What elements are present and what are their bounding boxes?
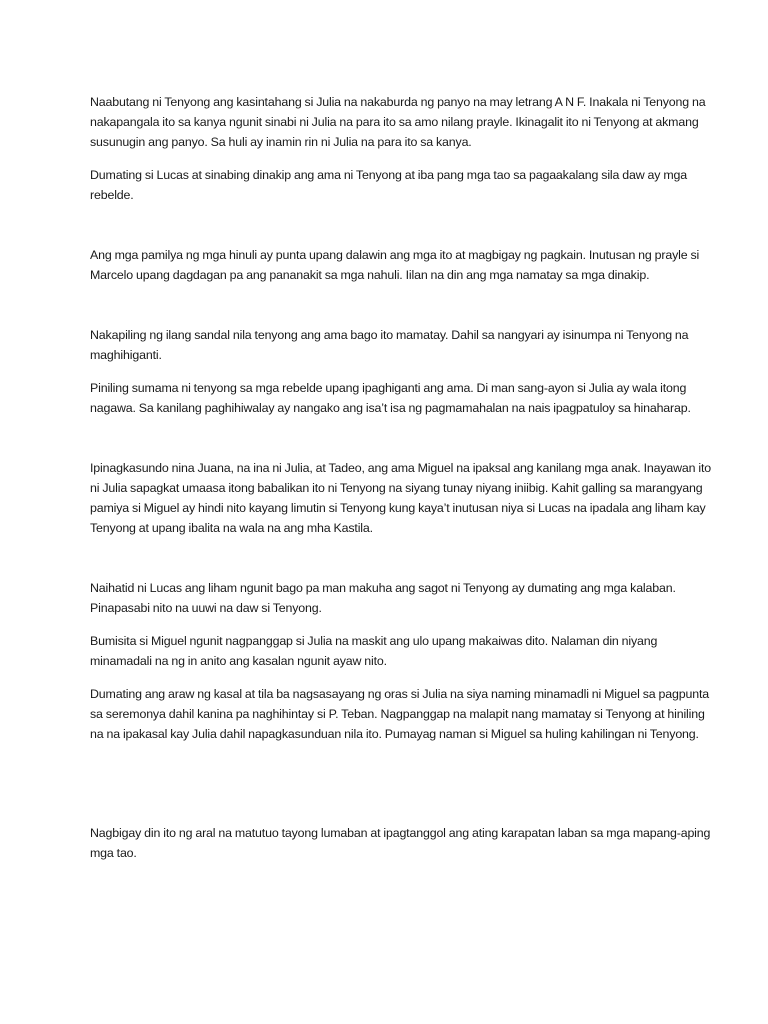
paragraph-2: Dumating si Lucas at sinabing dinakip ang ama ni Tenyong at iba pang mga tao sa pagaakalang sila daw ay mga rebelde. (90, 168, 687, 202)
paragraph-6: Ipinagkasundo nina Juana, na ina ni Julia, at Tadeo, ang ama Miguel na ipaksal ang kanilang mga anak. Inayawan ito ni Julia sapagkat umaasa itong babalikan ito ni Tenyong na siyang tunay niyang iniibig. Kahit galling sa marangyang pamiya si Miguel ay hindi nito kayang limutin si Tenyong kung kaya’t inutusan niya si Lucas na ipadala ang liham kay Tenyong at upang ibalita na wala na ang mha Kastila. (90, 461, 712, 535)
spacer (90, 298, 712, 325)
paragraph-7: Naihatid ni Lucas ang liham ngunit bago pa man makuha ang sagot ni Tenyong ay dumating ang mga kalaban. Pinapasabi nito na uuwi na daw si Tenyong. (90, 581, 676, 615)
spacer (90, 218, 712, 245)
paragraph-8: Bumisita si Miguel ngunit nagpanggap si Julia na maskit ang ulo upang makaiwas dito. Nalaman din niyang minamadali na ng in anito ang kasalan ngunit ayaw nito. (90, 634, 658, 668)
paragraph-9: Dumating ang araw ng kasal at tila ba nagsasayang ng oras si Julia na siya naming minamadli ni Miguel sa pagpunta sa seremonya dahil kanina pa naghihintay si P. Teban. Nagpanggap na malapit nang mamatay si Tenyong at hiniling na na ipakasal kay Julia dahil napagkasunduan nila ito. Pumayag naman si Miguel sa huling kahilingan ni Tenyong. (90, 687, 709, 741)
spacer (90, 757, 712, 823)
paragraph-5: Piniling sumama ni tenyong sa mga rebelde upang ipaghiganti ang ama. Di man sang-ayon si Julia ay wala itong nagawa. Sa kanilang paghihiwalay ay nangako ang isa’t isa ng pagmamahalan na nais ipagpatuloy sa hinaharap. (90, 381, 691, 415)
paragraph-4: Nakapiling ng ilang sandal nila tenyong ang ama bago ito mamatay. Dahil sa nangyari ay isinumpa ni Tenyong na maghihiganti. (90, 328, 689, 362)
document-page (90, 92, 712, 876)
paragraph-1: Naabutang ni Tenyong ang kasintahang si Julia na nakaburda ng panyo na may letrang A N F. Inakala ni Tenyong na nakapangala ito sa kanya ngunit sinabi ni Julia na para ito sa amo nilang prayle. Ikinagalit ito ni Tenyong at akmang susunugin ang panyo. Sa huli ay inamin rin ni Julia na para ito sa kanya. (90, 95, 706, 149)
paragraph-10: Nagbigay din ito ng aral na matutuo tayong lumaban at ipagtanggol ang ating karapatan laban sa mga mapang-aping mga tao. (90, 826, 711, 860)
spacer (90, 431, 712, 458)
paragraph-3: Ang mga pamilya ng mga hinuli ay punta upang dalawin ang mga ito at magbigay ng pagkain. Inutusan ng prayle si Marcelo upang dagdagan pa ang pananakit sa mga nahuli. Iilan na din ang mga namatay sa mga dinakip. (90, 248, 700, 282)
spacer (90, 551, 712, 578)
